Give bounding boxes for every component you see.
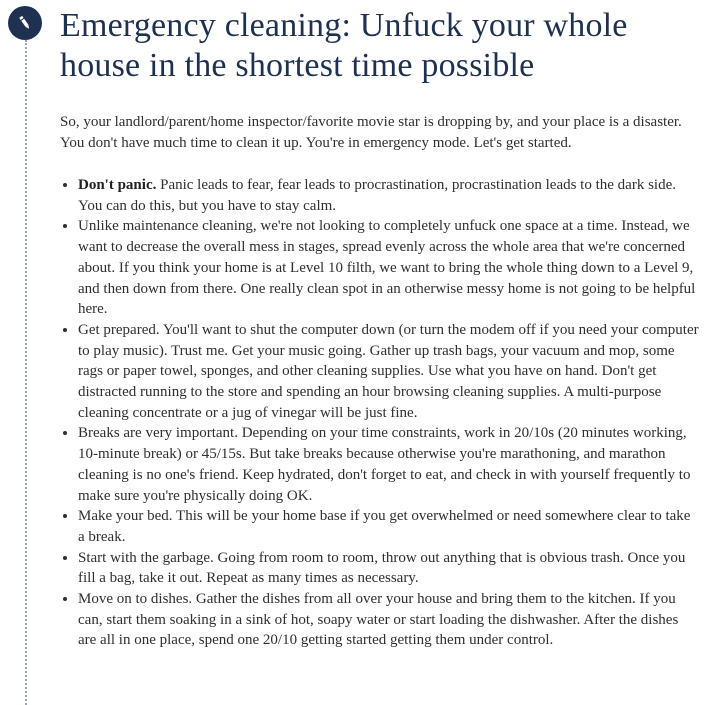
intro-paragraph: So, your landlord/parent/home inspector/favorite movie star is dropping by, and your place is a disaster. You don't have much time to clean it up. You're in emergency mode. Let's get started. [60,114,682,151]
list-item [78,548,700,589]
page-title: Emergency cleaning: Unfuck your whole house in the shortest time possible [60,7,628,84]
list-item [78,506,700,547]
list-item [78,320,700,424]
list-item-text: Start with the garbage. Going from room to room, throw out anything that is obvious trash. Once you fill a bag, take it out. Repeat as many times as necessary. [78,549,686,587]
step-badge [8,6,42,40]
list-item-text: Get prepared. You'll want to shut the computer down (or turn the modem off if you need your computer to play music). Trust me. Get your music going. Gather up trash bags, your vacuum and mop, some rags or paper towel, sponges, and other cleaning supplies. Use what you have on hand. Don't get distracted running to the store and spending an hour browsing cleaning supplies. A multi-purpose cleaning concentrate or a jug of vinegar will be just fine. [78,321,699,421]
list-item [78,423,700,506]
list-item [78,216,700,320]
list-item-text: Panic leads to fear, fear leads to procrastination, procrastination leads to the dark side. You can do this, but you have to stay calm. [78,177,676,214]
list-item [78,175,700,216]
tips-list [60,175,700,651]
timeline-dotted-line [25,40,27,705]
list-item [78,589,700,651]
list-item-text: Breaks are very important. Depending on your time constraints, work in 20/10s (20 minutes working, 10-minute break) or 45/15s. But take breaks because otherwise you're marathoning, and marathon cleaning is no one's friend. Keep hydrated, don't forget to eat, and check in with yourself frequently to make sure you're physically doing OK. [78,425,691,504]
list-item-text: Unlike maintenance cleaning, we're not looking to completely unfuck one space at a time. Instead, we want to decrease the overall mess in stages, spread evenly across the whole area that we're concerned about. If you think your home is at Level 10 filth, we want to bring the whole thing down to a Level 9, and then down from there. One really clean spot in an otherwise messy home is not going to be helpful here. [78,218,696,318]
list-item-lead: Don't panic. [78,177,157,193]
article [60,6,700,651]
list-item-text: Move on to dishes. Gather the dishes from all over your house and bring them to the kitchen. If you can, start them soaking in a sink of hot, soapy water or start loading the dishwasher. After the dishes are all in one place, spend one 20/10 getting started getting them under control. [78,591,679,649]
list-item-text: Make your bed. This will be your home base if you get overwhelmed or need somewhere clear to take a break. [78,508,691,545]
pencil-icon [16,14,34,32]
